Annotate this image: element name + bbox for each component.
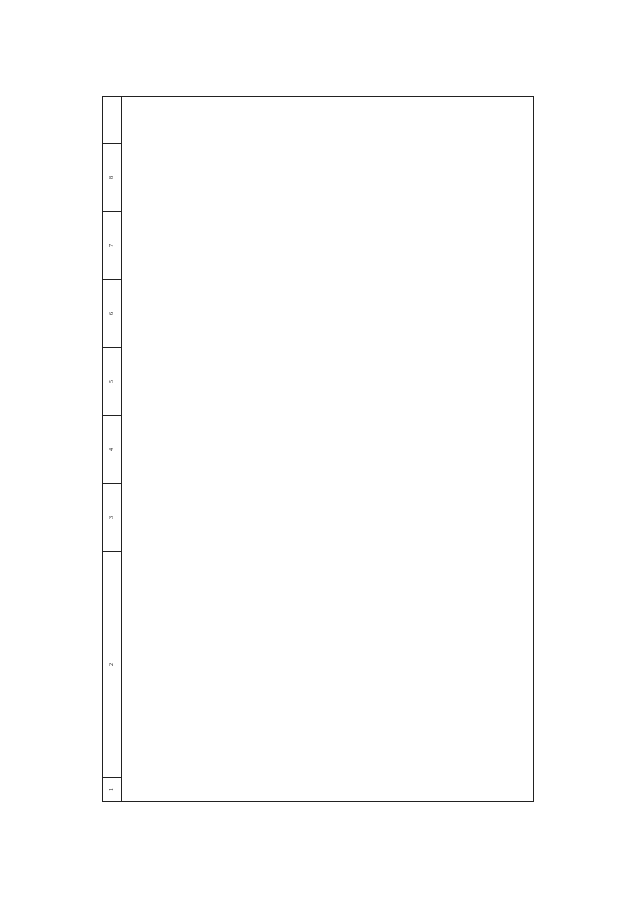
document-sheet bbox=[102, 96, 534, 802]
column-8-header: 8 bbox=[103, 143, 121, 211]
rotated-table bbox=[103, 97, 533, 801]
column-2-header: 2 bbox=[103, 551, 121, 777]
column-6-header: 6 bbox=[103, 279, 121, 347]
table-header-row bbox=[103, 97, 122, 801]
column-5-header: 5 bbox=[103, 347, 121, 415]
column-4-header: 4 bbox=[103, 415, 121, 483]
column-7-header: 7 bbox=[103, 211, 121, 279]
column-3-header: 3 bbox=[103, 483, 121, 551]
column-1-header: 1 bbox=[103, 777, 121, 801]
